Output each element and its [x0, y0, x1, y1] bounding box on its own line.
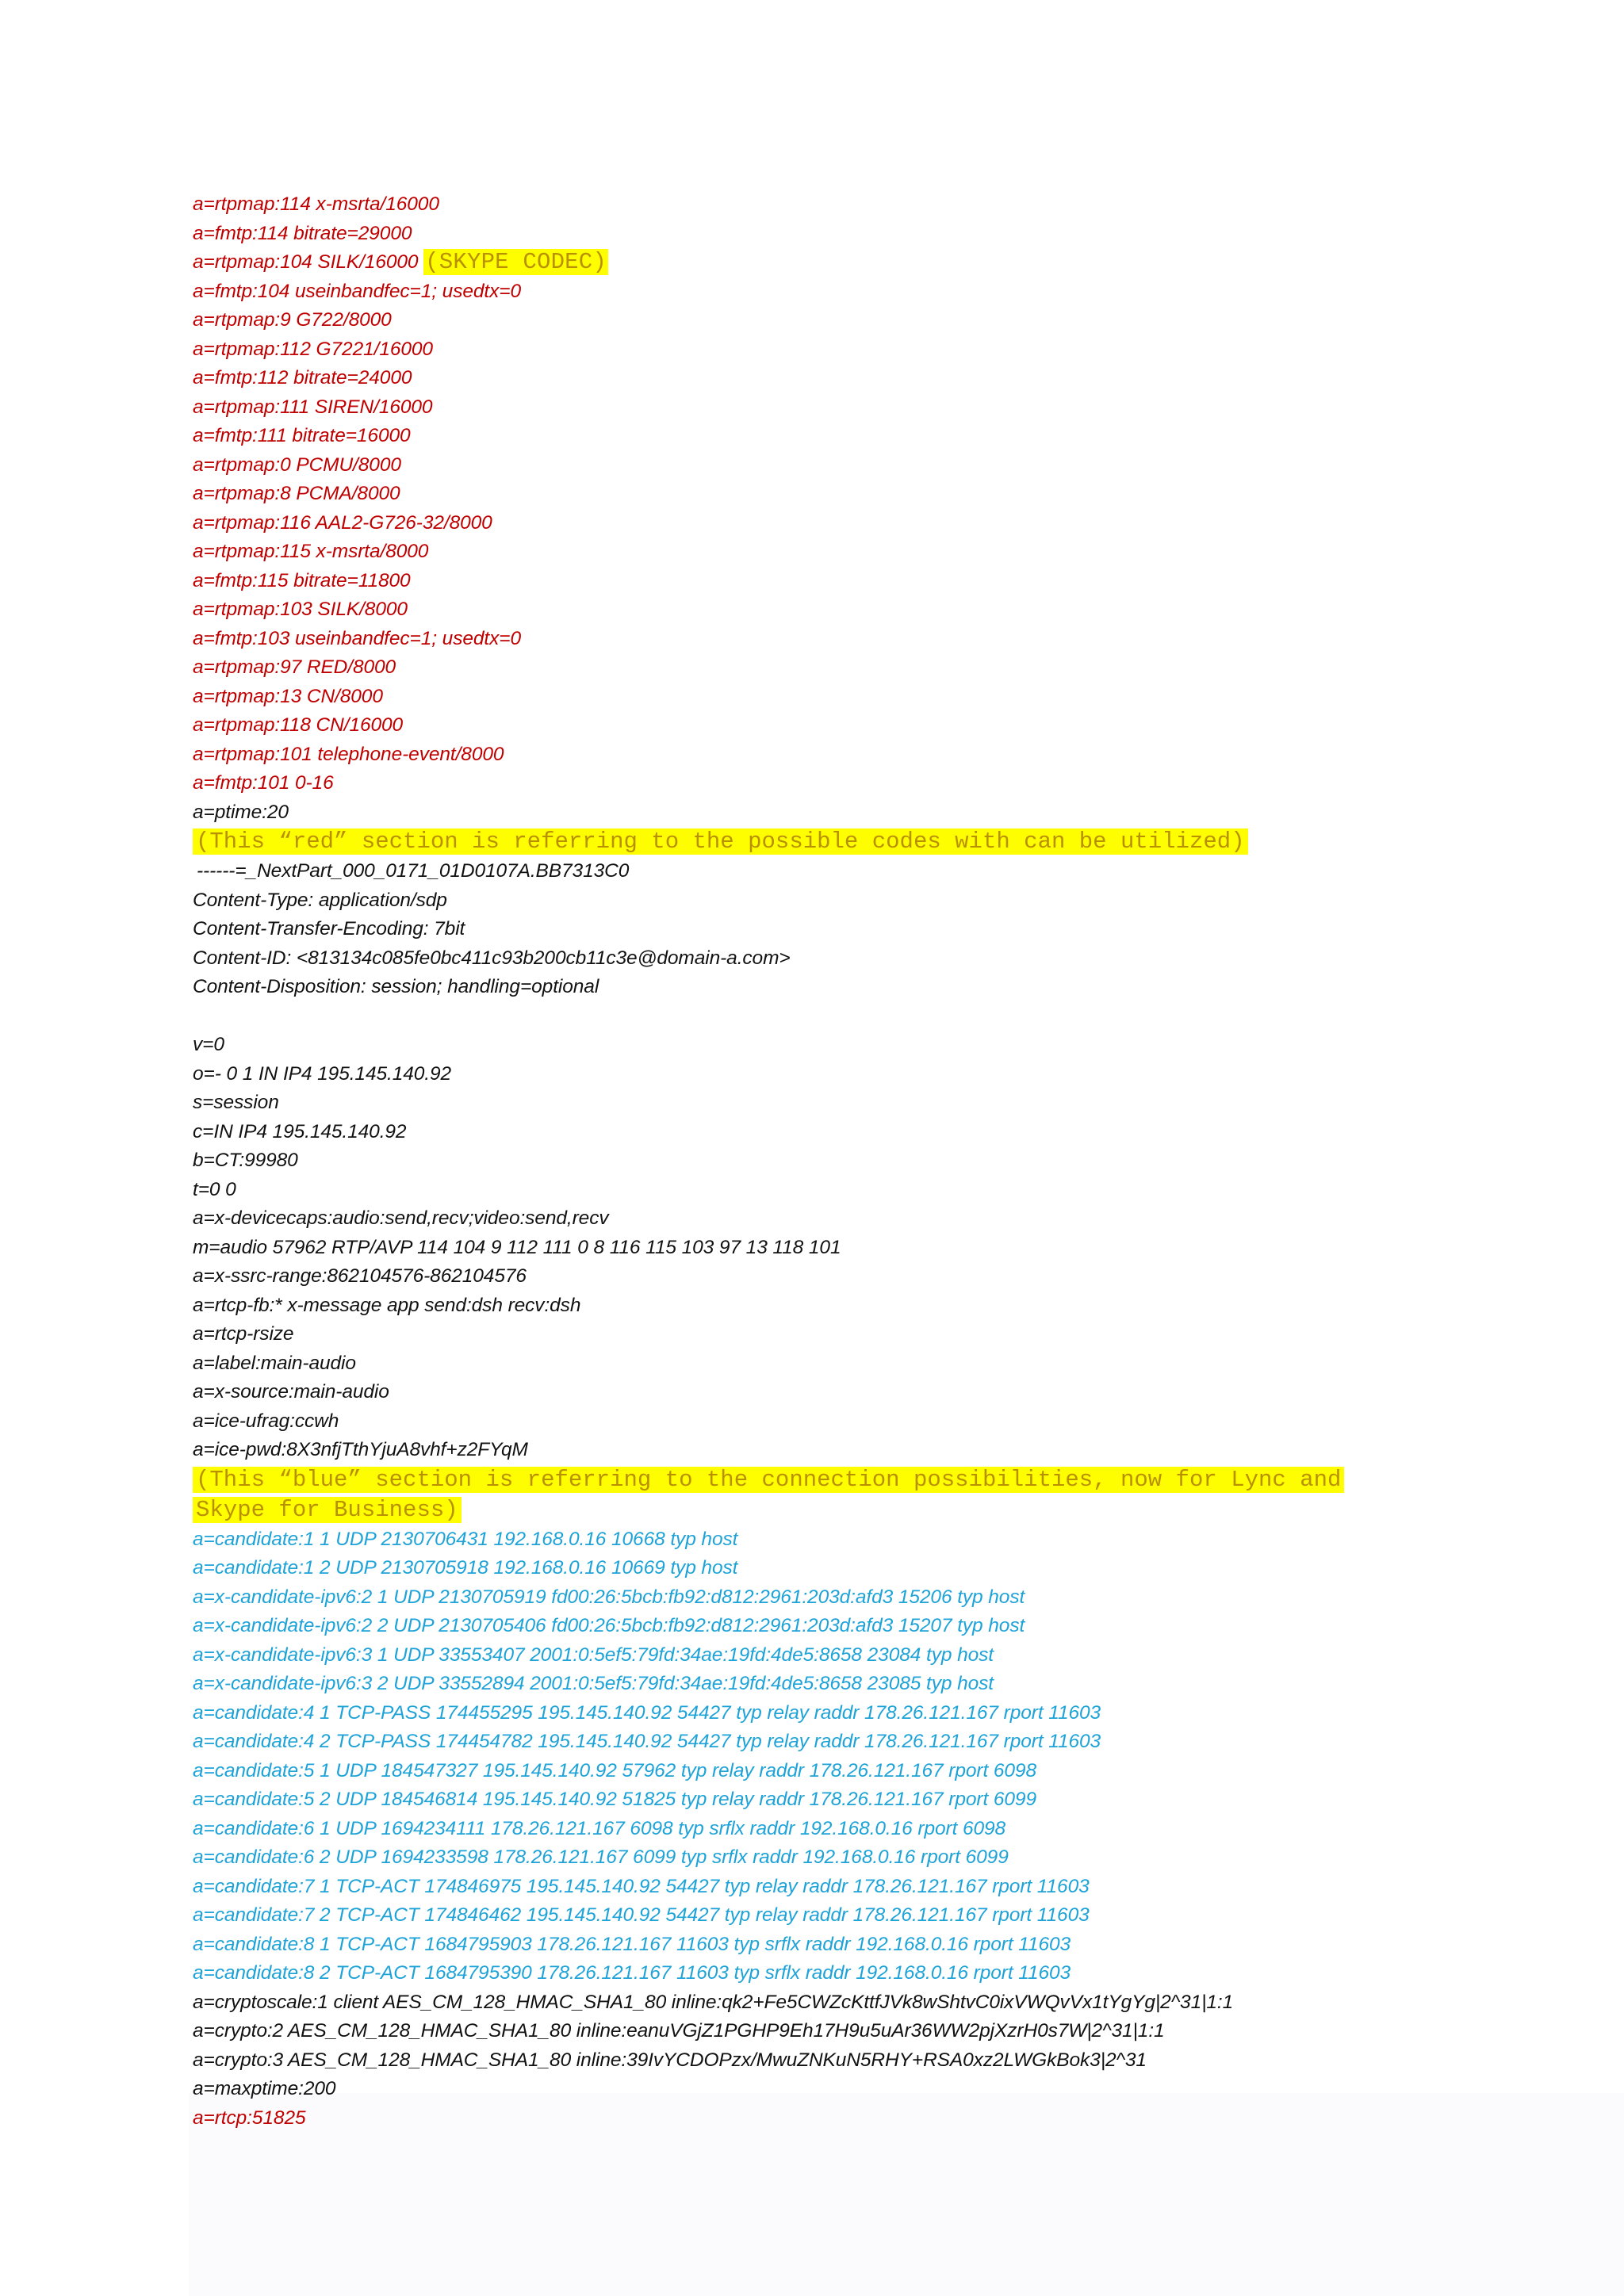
sdp-line-red: a=rtpmap:8 PCMA/8000 [193, 483, 400, 504]
mime-header: Content-ID: <813134c085fe0bc411c93b200cb11c3e@domain-a.com> [193, 947, 791, 969]
sdp-line: a=x-ssrc-range:862104576-862104576 [193, 1265, 527, 1287]
sdp-line: a=rtcp-rsize [193, 1323, 294, 1345]
ice-candidate-line: a=candidate:6 1 UDP 1694234111 178.26.121.167 6098 typ srflx raddr 192.168.0.16 rport 6098 [193, 1817, 1006, 1839]
sdp-line: a=ice-ufrag:ccwh [193, 1410, 339, 1432]
ice-candidate-line: a=x-candidate-ipv6:2 1 UDP 2130705919 fd00:26:5bcb:fb92:d812:2961:203d:afd3 15206 typ host [193, 1586, 1025, 1608]
ice-candidate-line: a=candidate:1 2 UDP 2130705918 192.168.0.16 10669 typ host [193, 1557, 738, 1578]
sdp-line-red: a=rtpmap:114 x-msrta/16000 [193, 193, 439, 215]
crypto-line: a=crypto:3 AES_CM_128_HMAC_SHA1_80 inline:39IvYCDOPzx/MwuZNKuN5RHY+RSA0xz2LWGkBok3|2^31 [193, 2049, 1147, 2071]
ice-candidate-line: a=candidate:1 1 UDP 2130706431 192.168.0.16 10668 typ host [193, 1528, 738, 1550]
sdp-line: a=x-devicecaps:audio:send,recv;video:send,recv [193, 1207, 609, 1229]
ice-candidate-line: a=candidate:4 2 TCP-PASS 174454782 195.145.140.92 54427 typ relay raddr 178.26.121.167 rport 11603 [193, 1731, 1101, 1752]
maxptime-line: a=maxptime:200 [193, 2078, 336, 2099]
ice-candidate-line: a=candidate:7 2 TCP-ACT 174846462 195.145.140.92 54427 typ relay raddr 178.26.121.167 rport 11603 [193, 1904, 1090, 1926]
sdp-line-red: a=fmtp:114 bitrate=29000 [193, 222, 412, 244]
sdp-line: a=ice-pwd:8X3nfjTthYjuA8vhf+z2FYqM [193, 1439, 528, 1460]
mime-header: Content-Transfer-Encoding: 7bit [193, 918, 465, 939]
sdp-line: o=- 0 1 IN IP4 195.145.140.92 [193, 1062, 452, 1085]
ice-candidate-line: a=candidate:8 1 TCP-ACT 1684795903 178.26.121.167 11603 typ srflx raddr 192.168.0.16 rport 11603 [193, 1933, 1071, 1955]
mime-boundary: ------=_NextPart_000_0171_01D0107A.BB7313C0 [197, 860, 630, 882]
silk-line-text: a=rtpmap:104 SILK/16000 [193, 251, 419, 273]
sdp-line: m=audio 57962 RTP/AVP 114 104 9 112 111 0 8 116 115 103 97 13 118 101 [193, 1236, 841, 1258]
blank-line [193, 1002, 1588, 1031]
sdp-line: s=session [193, 1092, 279, 1113]
sdp-document [193, 190, 1588, 2133]
sdp-line: a=rtcp-fb:* x-message app send:dsh recv:dsh [193, 1294, 581, 1316]
red-section-note [193, 827, 1588, 857]
sdp-line-red: a=rtpmap:13 CN/8000 [193, 685, 383, 707]
ice-candidate-line: a=x-candidate-ipv6:3 1 UDP 33553407 2001:0:5ef5:79fd:34ae:19fd:4de5:8658 23084 typ host [193, 1644, 994, 1666]
sdp-line-red: a=rtpmap:111 SIREN/16000 [193, 396, 433, 418]
blue-section-note-line2: Skype for Business) [193, 1497, 462, 1523]
mime-header: Content-Type: application/sdp [193, 889, 447, 911]
blue-section-note-cont [193, 1495, 1588, 1525]
sdp-line-red: a=rtpmap:97 RED/8000 [193, 656, 396, 678]
ice-candidate-line: a=x-candidate-ipv6:2 2 UDP 2130705406 fd00:26:5bcb:fb92:d812:2961:203d:afd3 15207 typ host [193, 1615, 1025, 1636]
sdp-line-red: a=rtpmap:9 G722/8000 [193, 309, 392, 331]
sdp-line-red: a=fmtp:101 0-16 [193, 772, 334, 794]
sdp-line-red: a=rtpmap:116 AAL2-G726-32/8000 [193, 511, 492, 534]
sdp-line-red: a=rtpmap:115 x-msrta/8000 [193, 541, 429, 562]
sdp-line: t=0 0 [193, 1178, 236, 1200]
ice-candidate-line: a=candidate:6 2 UDP 1694233598 178.26.121.167 6099 typ srflx raddr 192.168.0.16 rport 6099 [193, 1846, 1009, 1868]
blue-section-note [193, 1465, 1588, 1495]
sdp-line-red: a=fmtp:112 bitrate=24000 [193, 367, 412, 388]
rtcp-line: a=rtcp:51825 [193, 2107, 306, 2129]
sdp-line: v=0 [193, 1034, 224, 1055]
mime-header: Content-Disposition: session; handling=optional [193, 976, 599, 997]
sdp-line: b=CT:99980 [193, 1150, 298, 1171]
sdp-line: c=IN IP4 195.145.140.92 [193, 1120, 407, 1142]
sdp-line-red: a=rtpmap:112 G7221/16000 [193, 338, 433, 360]
sdp-line: a=x-source:main-audio [193, 1381, 389, 1402]
skype-codec-note: (SKYPE CODEC) [425, 249, 607, 275]
sdp-line-red: a=rtpmap:103 SILK/8000 [193, 599, 408, 620]
sdp-line-red: a=fmtp:115 bitrate=11800 [193, 569, 411, 591]
ice-candidate-line: a=candidate:5 2 UDP 184546814 195.145.140.92 51825 typ relay raddr 178.26.121.167 rport 6099 [193, 1789, 1036, 1810]
ice-candidate-line: a=x-candidate-ipv6:3 2 UDP 33552894 2001:0:5ef5:79fd:34ae:19fd:4de5:8658 23085 typ host [193, 1673, 994, 1694]
sdp-line-red: a=rtpmap:118 CN/16000 [193, 714, 404, 736]
sdp-line-silk [193, 248, 1588, 277]
sdp-line-red: a=rtpmap:0 PCMU/8000 [193, 453, 401, 476]
ice-candidate-line: a=candidate:8 2 TCP-ACT 1684795390 178.26.121.167 11603 typ srflx raddr 192.168.0.16 rport 11603 [193, 1962, 1071, 1984]
sdp-line: a=label:main-audio [193, 1352, 356, 1374]
crypto-line: a=cryptoscale:1 client AES_CM_128_HMAC_SHA1_80 inline:qk2+Fe5CWZcKttfJVk8wShtvC0ixVWQvVx1tYgYg|2^31|1:1 [193, 1991, 1234, 2013]
ice-candidate-line: a=candidate:7 1 TCP-ACT 174846975 195.145.140.92 54427 typ relay raddr 178.26.121.167 rport 11603 [193, 1875, 1090, 1897]
sdp-line-ptime: a=ptime:20 [193, 801, 289, 823]
ice-candidate-line: a=candidate:5 1 UDP 184547327 195.145.140.92 57962 typ relay raddr 178.26.121.167 rport 6098 [193, 1759, 1036, 1781]
ice-candidate-line: a=candidate:4 1 TCP-PASS 174455295 195.145.140.92 54427 typ relay raddr 178.26.121.167 rport 11603 [193, 1701, 1101, 1724]
sdp-line-red: a=fmtp:104 useinbandfec=1; usedtx=0 [193, 280, 521, 302]
blue-section-note-line1: (This “blue” section is referring to the connection possibilities, now for Lync and [193, 1467, 1344, 1493]
red-section-note-text: (This “red” section is referring to the possible codes with can be utilized) [193, 828, 1248, 855]
sdp-line-red: a=fmtp:103 useinbandfec=1; usedtx=0 [193, 627, 521, 649]
crypto-line: a=crypto:2 AES_CM_128_HMAC_SHA1_80 inline:eanuVGjZ1PGHP9Eh17H9u5uAr36WW2pjXzrH0s7W|2^31|1:1 [193, 2020, 1165, 2042]
sdp-line-red: a=fmtp:111 bitrate=16000 [193, 425, 411, 446]
sdp-line-red: a=rtpmap:101 telephone-event/8000 [193, 743, 504, 765]
